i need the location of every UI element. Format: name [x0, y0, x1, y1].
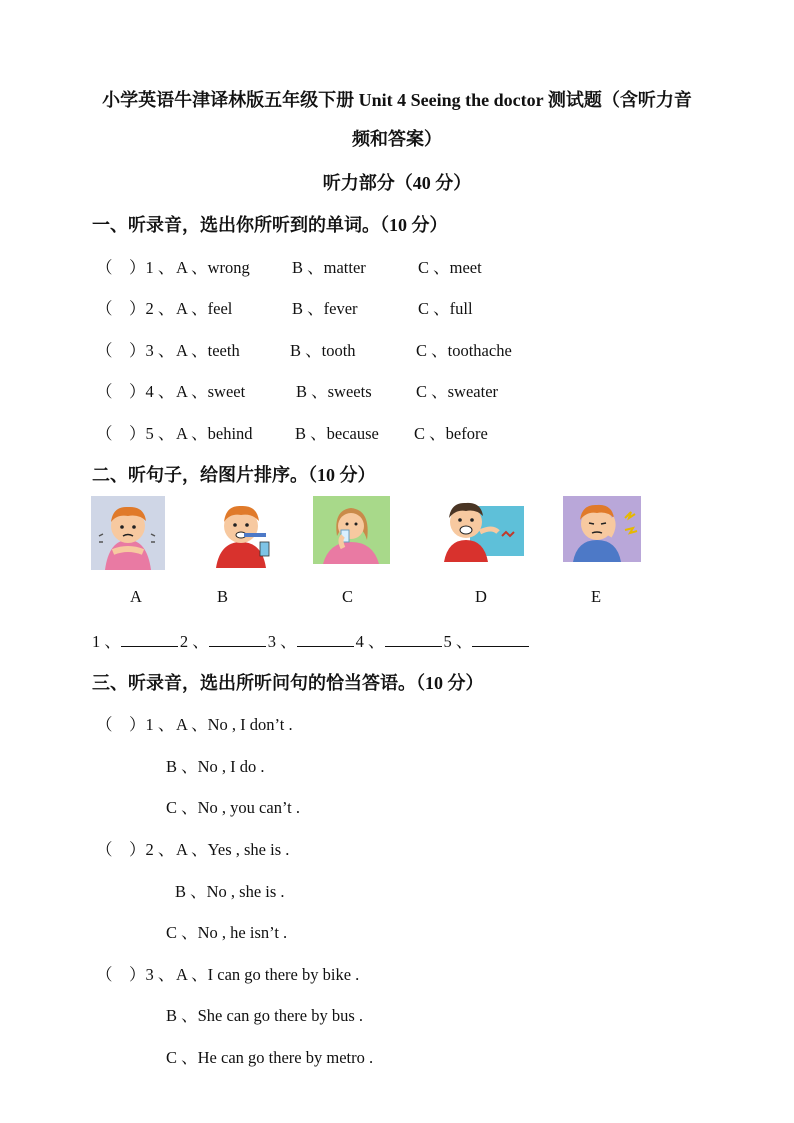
blank-label-2: 2 、	[179, 632, 209, 651]
answer-blank-1[interactable]	[121, 632, 178, 647]
s1-option-b: B 、sweets	[296, 382, 372, 401]
s1-item-prefix: （ ）5 、	[96, 424, 175, 443]
blank-label-4: 4 、	[355, 632, 385, 651]
boy-brushing-teeth-icon	[206, 496, 276, 568]
s1-item-prefix: （ ）3 、	[96, 341, 175, 360]
s3-option-a: A 、Yes , she is .	[176, 840, 290, 859]
order-blanks	[92, 628, 531, 652]
s3-q-prefix: （ ）2 、	[96, 840, 175, 859]
blank-label-3: 3 、	[267, 632, 297, 651]
s1-option-c: C 、before	[414, 424, 488, 443]
picture-letter-b: B	[217, 587, 229, 606]
s3-q2-option-c: C 、No , he isn’t .	[166, 923, 288, 942]
listening-subtitle: 听力部分（40 分）	[322, 173, 472, 193]
s1-option-c: C 、toothache	[416, 341, 512, 360]
s3-q-prefix: （ ）3 、	[96, 965, 175, 984]
s1-option-c: C 、full	[418, 299, 473, 318]
s1-option-a: A 、wrong	[176, 258, 250, 277]
s1-option-b: B 、tooth	[290, 341, 356, 360]
section1-heading: 一、听录音，选出你所听到的单词。（10 分）	[92, 215, 448, 235]
answer-blank-2[interactable]	[209, 632, 266, 647]
answer-blank-5[interactable]	[472, 632, 529, 647]
answer-blank-3[interactable]	[297, 632, 354, 647]
s1-option-b: B 、matter	[292, 258, 366, 277]
picture-letter-d: D	[475, 587, 487, 606]
title-line-2: 频和答案）	[352, 129, 442, 149]
answer-blank-4[interactable]	[385, 632, 442, 647]
s3-q1-option-b: B 、No , I do .	[166, 757, 265, 776]
s1-option-c: C 、meet	[418, 258, 482, 277]
woman-drinking-water-icon	[313, 496, 390, 564]
section2-heading: 二、听句子，给图片排序。（10 分）	[92, 465, 376, 485]
blank-label-1: 1 、	[92, 632, 121, 651]
boy-cold-shivering-icon	[91, 496, 165, 570]
s3-q-prefix: （ ）1 、	[96, 715, 175, 734]
s1-option-b: B 、because	[295, 424, 379, 443]
s1-item-prefix: （ ）2 、	[96, 299, 175, 318]
s1-option-c: C 、sweater	[416, 382, 499, 401]
section3-heading: 三、听录音，选出所听问句的恰当答语。（10 分）	[92, 673, 484, 693]
title-line-1: 小学英语牛津译林版五年级下册 Unit 4 Seeing the doctor 测试题（含听力音	[102, 90, 692, 110]
blank-label-5: 5 、	[443, 632, 473, 651]
s1-option-a: A 、sweet	[176, 382, 246, 401]
s3-q3-option-b: B 、She can go there by bus .	[166, 1006, 364, 1025]
s1-option-a: A 、teeth	[176, 341, 240, 360]
s3-q1-option-c: C 、No , you can’t .	[166, 798, 300, 817]
s1-option-a: A 、feel	[176, 299, 233, 318]
picture-letter-c: C	[342, 587, 354, 606]
s3-option-a: A 、I can go there by bike .	[176, 965, 360, 984]
picture-letter-a: A	[130, 587, 142, 606]
s3-q3-option-c: C 、He can go there by metro .	[166, 1048, 374, 1067]
boy-toothache-icon	[436, 496, 524, 562]
s1-item-prefix: （ ）1 、	[96, 258, 175, 277]
s3-q2-option-b: B 、No , she is .	[175, 882, 285, 901]
picture-letter-e: E	[591, 587, 602, 606]
s3-option-a: A 、No , I don’t .	[176, 715, 293, 734]
picture-row	[0, 496, 794, 576]
s1-option-b: B 、fever	[292, 299, 358, 318]
boy-headache-icon	[563, 496, 641, 562]
s1-item-prefix: （ ）4 、	[96, 382, 175, 401]
s1-option-a: A 、behind	[176, 424, 253, 443]
